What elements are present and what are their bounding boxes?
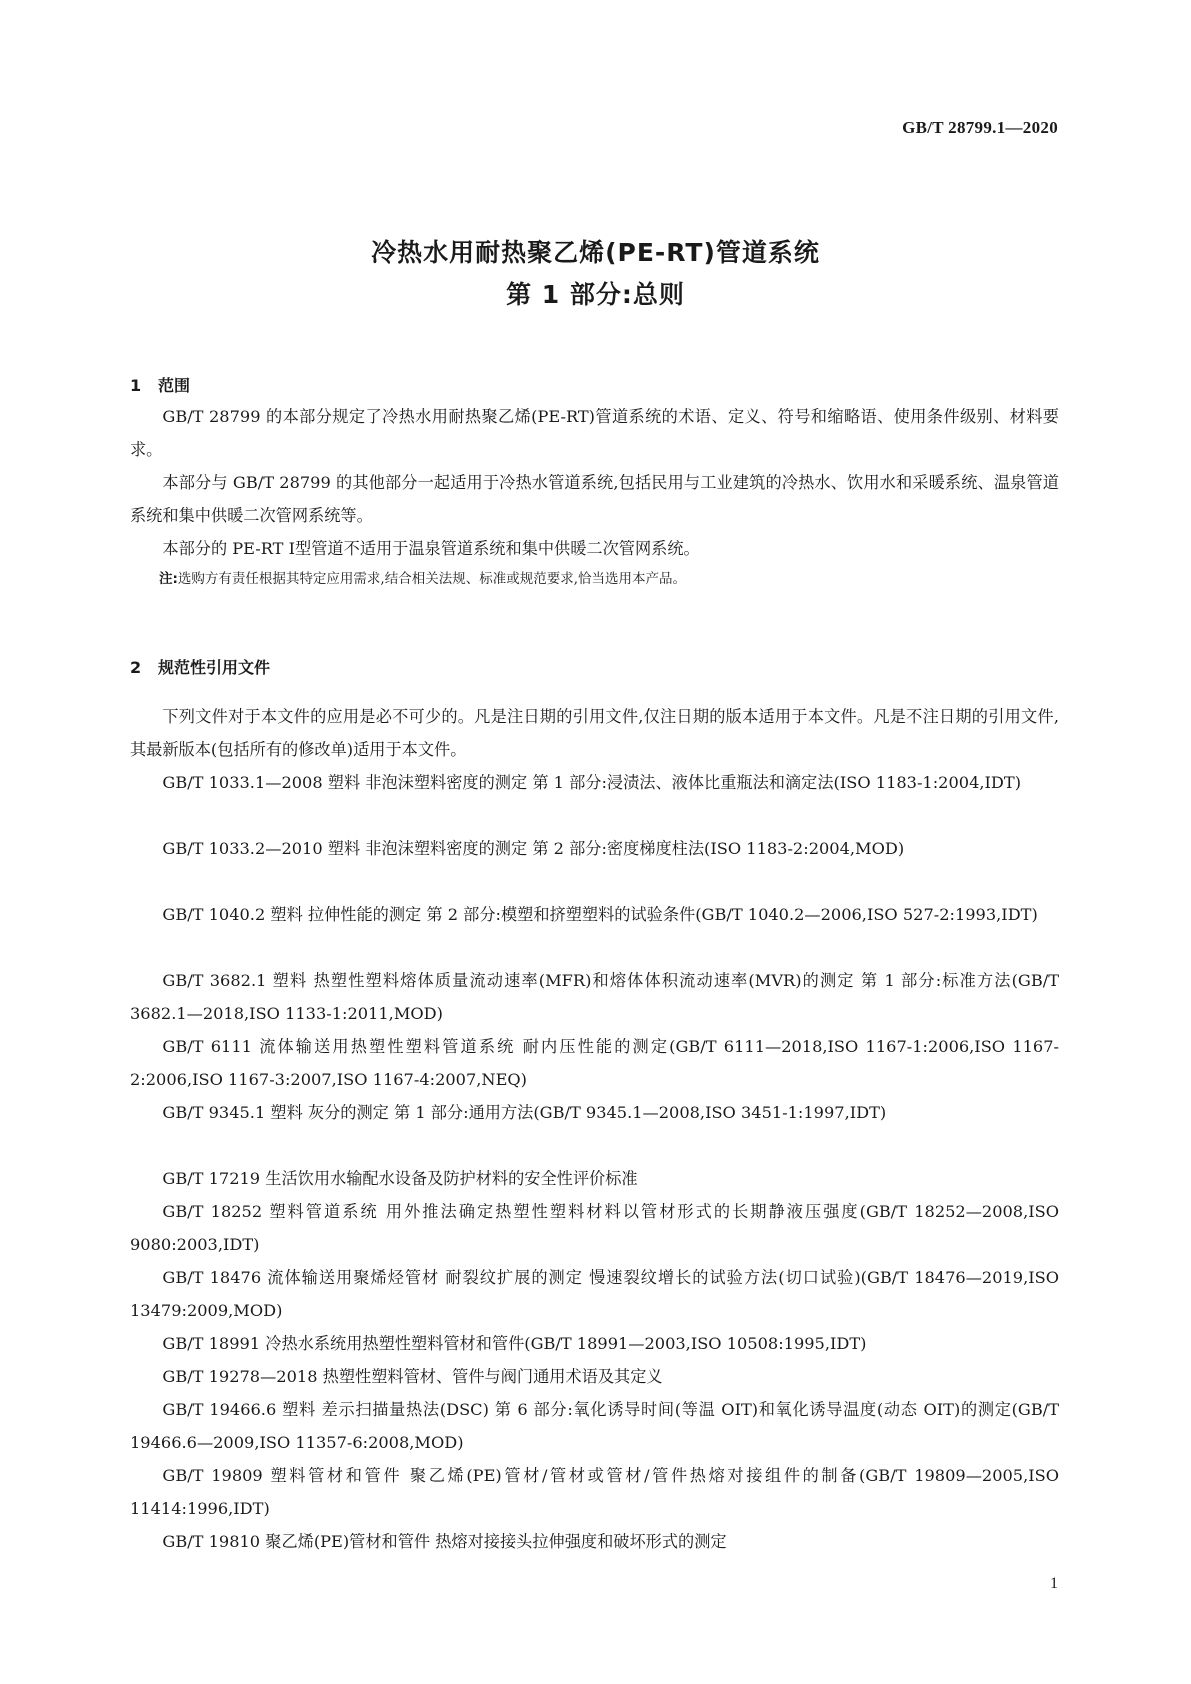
section-2-number: 2 bbox=[130, 658, 142, 677]
section-1-title: 范围 bbox=[158, 376, 191, 395]
standard-code: GB/T 28799.1—2020 bbox=[902, 118, 1058, 137]
reference-item: GB/T 19466.6 塑料 差示扫描量热法(DSC) 第 6 部分:氧化诱导时间(等温 OIT)和氧化诱导温度(动态 OIT)的测定(GB/T 19466.6—2009,ISO 11357-6:2008,MOD) bbox=[130, 1400, 1059, 1452]
scope-note bbox=[159, 568, 1059, 590]
reference-item: GB/T 18252 塑料管道系统 用外推法确定热塑性塑料材料以管材形式的长期静液压强度(GB/T 18252—2008,ISO 9080:2003,IDT) bbox=[130, 1202, 1059, 1254]
section-2-heading bbox=[130, 655, 270, 678]
note-label: 注: bbox=[159, 571, 178, 587]
document-title: 冷热水用耐热聚乙烯(PE-RT)管道系统 bbox=[371, 238, 820, 267]
reference-item: GB/T 18991 冷热水系统用热塑性塑料管材和管件(GB/T 18991—2003,ISO 10508:1995,IDT) bbox=[162, 1334, 867, 1353]
reference-item: GB/T 1033.1—2008 塑料 非泡沫塑料密度的测定 第 1 部分:浸渍法、液体比重瓶法和滴定法(ISO 1183-1:2004,IDT) bbox=[162, 773, 1022, 792]
reference-item: GB/T 17219 生活饮用水输配水设备及防护材料的安全性评价标准 bbox=[162, 1169, 638, 1188]
reference-item: GB/T 19278—2018 热塑性塑料管材、管件与阀门通用术语及其定义 bbox=[162, 1367, 663, 1386]
section-1-heading bbox=[130, 373, 190, 396]
references-intro: 下列文件对于本文件的应用是必不可少的。凡是注日期的引用文件,仅注日期的版本适用于本文件。凡是不注日期的引用文件,其最新版本(包括所有的修改单)适用于本文件。 bbox=[130, 707, 1059, 759]
reference-item: GB/T 19809 塑料管材和管件 聚乙烯(PE)管材/管材或管材/管件热熔对接组件的制备(GB/T 19809—2005,ISO 11414:1996,IDT) bbox=[130, 1466, 1059, 1518]
section-1-number: 1 bbox=[130, 376, 142, 395]
reference-item: GB/T 18476 流体输送用聚烯烃管材 耐裂纹扩展的测定 慢速裂纹增长的试验方法(切口试验)(GB/T 18476—2019,ISO 13479:2009,MOD) bbox=[130, 1268, 1059, 1320]
section-2-title: 规范性引用文件 bbox=[158, 658, 271, 677]
reference-item: GB/T 6111 流体输送用热塑性塑料管道系统 耐内压性能的测定(GB/T 6111—2018,ISO 1167-1:2006,ISO 1167-2:2006,ISO 1167-3:2007,ISO 1167-4:2007,NEQ) bbox=[130, 1037, 1059, 1089]
scope-paragraph-2: 本部分与 GB/T 28799 的其他部分一起适用于冷热水管道系统,包括民用与工业建筑的冷热水、饮用水和采暖系统、温泉管道系统和集中供暖二次管网系统等。 bbox=[130, 473, 1059, 525]
page-number: 1 bbox=[1050, 1575, 1058, 1592]
reference-item: GB/T 19810 聚乙烯(PE)管材和管件 热熔对接接头拉伸强度和破坏形式的测定 bbox=[162, 1532, 727, 1551]
scope-paragraph-3: 本部分的 PE-RT Ⅰ型管道不适用于温泉管道系统和集中供暖二次管网系统。 bbox=[162, 539, 700, 558]
scope-paragraph-1: GB/T 28799 的本部分规定了冷热水用耐热聚乙烯(PE-RT)管道系统的术语、定义、符号和缩略语、使用条件级别、材料要求。 bbox=[130, 407, 1059, 459]
note-text: 选购方有责任根据其特定应用需求,结合相关法规、标准或规范要求,恰当选用本产品。 bbox=[177, 571, 686, 587]
reference-item: GB/T 9345.1 塑料 灰分的测定 第 1 部分:通用方法(GB/T 9345.1—2008,ISO 3451-1:1997,IDT) bbox=[162, 1103, 887, 1122]
document-subtitle: 第 1 部分:总则 bbox=[506, 280, 685, 309]
reference-item: GB/T 1033.2—2010 塑料 非泡沫塑料密度的测定 第 2 部分:密度梯度柱法(ISO 1183-2:2004,MOD) bbox=[162, 839, 905, 858]
reference-item: GB/T 3682.1 塑料 热塑性塑料熔体质量流动速率(MFR)和熔体体积流动速率(MVR)的测定 第 1 部分:标准方法(GB/T 3682.1—2018,ISO 1133-1:2011,MOD) bbox=[130, 971, 1059, 1023]
reference-item: GB/T 1040.2 塑料 拉伸性能的测定 第 2 部分:模塑和挤塑塑料的试验条件(GB/T 1040.2—2006,ISO 527-2:1993,IDT) bbox=[162, 905, 1038, 924]
